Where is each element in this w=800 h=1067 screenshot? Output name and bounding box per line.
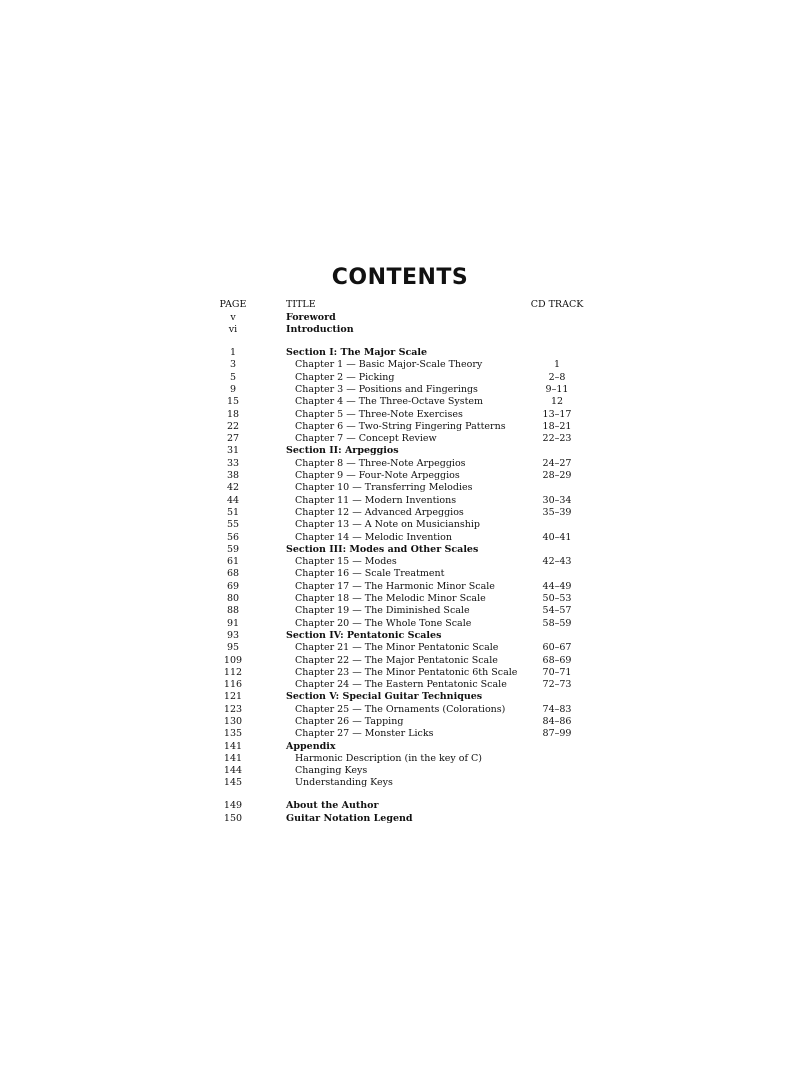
toc-page-number: 22 xyxy=(226,420,240,432)
toc-cd-track: 1 xyxy=(553,359,561,371)
toc-entry-title: Chapter 4 — The Three-Octave System xyxy=(295,396,484,408)
toc-entry-row xyxy=(200,433,620,445)
toc-cd-track: 54–57 xyxy=(542,605,572,617)
toc-cd-track: 74–83 xyxy=(542,703,572,715)
toc-cd-track: 42–43 xyxy=(542,556,572,568)
toc-section-row xyxy=(200,741,620,753)
toc-page-number: v xyxy=(230,312,236,323)
toc-cd-track: 2–8 xyxy=(548,371,566,383)
toc-entry-title: Chapter 8 — Three-Note Arpeggios xyxy=(295,457,466,469)
toc-section-row xyxy=(200,347,620,359)
toc-entry-title: Chapter 1 — Basic Major-Scale Theory xyxy=(295,359,483,371)
toc-entry-title: Chapter 13 — A Note on Musicianship xyxy=(295,519,481,531)
toc-page-number: 69 xyxy=(226,580,240,592)
toc-page-number: 141 xyxy=(223,752,243,764)
toc-page-number: 3 xyxy=(229,359,237,371)
toc-entry-row xyxy=(200,458,620,470)
toc-page-number: 15 xyxy=(226,396,240,408)
toc-section-title: Section IV: Pentatonic Scales xyxy=(286,629,442,641)
toc-page-number: 80 xyxy=(226,593,240,605)
toc-entry-row xyxy=(200,581,620,593)
toc-entry-title: Chapter 2 — Picking xyxy=(295,371,395,383)
toc-entry-title: Changing Keys xyxy=(295,765,368,777)
toc-entry-row xyxy=(200,618,620,630)
toc-section-title: Appendix xyxy=(286,740,336,752)
toc-page-number: 18 xyxy=(226,408,240,420)
toc-section-title: Section I: The Major Scale xyxy=(286,347,428,359)
toc-page-number: 38 xyxy=(226,470,240,482)
toc-entry-title: Chapter 22 — The Major Pentatonic Scale xyxy=(295,654,498,666)
toc-entry-row xyxy=(200,667,620,679)
toc-entry-title: Chapter 6 — Two-String Fingering Patterns xyxy=(295,420,506,432)
toc-page-number: 123 xyxy=(223,703,243,715)
toc-page-number: 5 xyxy=(229,371,237,383)
toc-page-number: 55 xyxy=(226,519,240,531)
toc-entry-row xyxy=(200,507,620,519)
toc-entry-row xyxy=(200,777,620,789)
toc-entry-title: Chapter 20 — The Whole Tone Scale xyxy=(295,617,472,629)
toc-entry-title: Chapter 12 — Advanced Arpeggios xyxy=(295,506,464,518)
toc-entry-row xyxy=(200,396,620,408)
toc-entry-title: Chapter 25 — The Ornaments (Colorations) xyxy=(295,703,506,715)
toc-cd-track: 22–23 xyxy=(542,433,572,445)
toc-cd-track: 50–53 xyxy=(542,593,572,605)
page-title: CONTENTS xyxy=(331,265,469,290)
toc-page-number: 121 xyxy=(223,691,243,703)
toc-section-row xyxy=(200,800,620,812)
toc-entry-title: Chapter 9 — Four-Note Arpeggios xyxy=(295,470,460,482)
toc-page-number: 141 xyxy=(223,740,243,752)
toc-entry-title: Chapter 26 — Tapping xyxy=(295,716,404,727)
toc-entry-row xyxy=(200,704,620,716)
toc-page-number: 56 xyxy=(226,531,240,543)
toc-page-number: 144 xyxy=(223,765,243,777)
toc-section-title: Foreword xyxy=(286,312,336,323)
toc-entry-row xyxy=(200,372,620,384)
toc-entry-title: Chapter 21 — The Minor Pentatonic Scale xyxy=(295,642,499,654)
toc-entry-title: Chapter 15 — Modes xyxy=(295,556,397,568)
toc-section-title: Introduction xyxy=(286,324,354,336)
toc-entry-row xyxy=(200,765,620,777)
toc-page-number: 31 xyxy=(226,445,240,457)
toc-section-row xyxy=(200,445,620,457)
toc-entry-title: Chapter 17 — The Harmonic Minor Scale xyxy=(295,580,495,592)
toc-section-row xyxy=(200,630,620,642)
toc-cd-track: 28–29 xyxy=(542,470,572,482)
toc-page-number: 59 xyxy=(226,543,240,555)
toc-entry-title: Chapter 7 — Concept Review xyxy=(295,433,437,445)
toc-entry-row xyxy=(200,482,620,494)
toc-page-number: 61 xyxy=(226,556,240,568)
toc-page-number: 150 xyxy=(223,812,243,824)
toc-section-row xyxy=(200,691,620,703)
toc-entry-title: Chapter 18 — The Melodic Minor Scale xyxy=(295,593,486,605)
toc-page-number: 135 xyxy=(223,728,243,740)
toc-cd-track: 30–34 xyxy=(542,494,572,506)
toc-cd-track: 35–39 xyxy=(542,506,572,518)
toc-page-number: 149 xyxy=(223,800,243,812)
toc-entry-title: Chapter 24 — The Eastern Pentatonic Scale xyxy=(295,679,507,691)
toc-page-number: 93 xyxy=(226,629,240,641)
title-column-header: TITLE xyxy=(286,299,316,310)
toc-section-row xyxy=(200,813,620,825)
toc-cd-track: 12 xyxy=(550,396,564,408)
toc-entry-row xyxy=(200,605,620,617)
toc-entry-row xyxy=(200,519,620,531)
toc-header-row xyxy=(200,299,620,312)
toc-entry-row xyxy=(200,716,620,728)
toc-entry-row xyxy=(200,532,620,544)
toc-page-number: 130 xyxy=(223,716,243,727)
toc-cd-track: 24–27 xyxy=(542,457,572,469)
toc-section-row xyxy=(200,312,620,324)
toc-entry-title: Understanding Keys xyxy=(295,777,393,789)
toc-page-number: 44 xyxy=(226,494,240,506)
toc-section-title: Section V: Special Guitar Techniques xyxy=(286,691,483,703)
toc-page-number: 91 xyxy=(226,617,240,629)
toc-page-number: 68 xyxy=(226,568,240,580)
toc-cd-track: 70–71 xyxy=(542,666,572,678)
toc-page-number: 112 xyxy=(223,666,243,678)
toc-entry-title: Harmonic Description (in the key of C) xyxy=(295,752,482,764)
toc-page-number: 95 xyxy=(226,642,240,654)
toc-entry-row xyxy=(200,655,620,667)
toc-section-title: Section II: Arpeggios xyxy=(286,445,399,457)
toc-page-number: 51 xyxy=(226,506,240,518)
toc-entry-title: Chapter 16 — Scale Treatment xyxy=(295,568,445,580)
toc-entry-title: Chapter 3 — Positions and Fingerings xyxy=(295,383,478,395)
toc-section-row xyxy=(200,544,620,556)
toc-section-title: About the Author xyxy=(286,800,379,812)
track-column-header: CD TRACK xyxy=(530,299,584,310)
toc-entry-row xyxy=(200,421,620,433)
toc-section-row xyxy=(200,324,620,336)
table-of-contents xyxy=(200,299,620,825)
toc-page-number: 1 xyxy=(229,347,237,359)
toc-entry-title: Chapter 27 — Monster Licks xyxy=(295,728,434,740)
toc-entry-title: Chapter 11 — Modern Inventions xyxy=(295,494,457,506)
page-column-header: PAGE xyxy=(219,299,247,310)
toc-entry-title: Chapter 19 — The Diminished Scale xyxy=(295,605,470,617)
toc-section-title: Section III: Modes and Other Scales xyxy=(286,543,479,555)
toc-entry-row xyxy=(200,568,620,580)
toc-cd-track: 18–21 xyxy=(542,420,572,432)
toc-cd-track: 9–11 xyxy=(545,383,569,395)
toc-spacer xyxy=(200,790,620,801)
toc-entry-row xyxy=(200,679,620,691)
toc-cd-track: 72–73 xyxy=(542,679,572,691)
toc-cd-track: 68–69 xyxy=(542,654,572,666)
toc-page-number: 33 xyxy=(226,457,240,469)
toc-cd-track: 44–49 xyxy=(542,580,572,592)
toc-cd-track: 13–17 xyxy=(542,408,572,420)
toc-page-number: 27 xyxy=(226,433,240,445)
toc-entry-title: Chapter 5 — Three-Note Exercises xyxy=(295,408,463,420)
toc-entry-row xyxy=(200,593,620,605)
toc-page-number: 116 xyxy=(223,679,243,691)
toc-entry-row xyxy=(200,753,620,765)
toc-entry-row xyxy=(200,556,620,568)
toc-entry-row xyxy=(200,728,620,740)
toc-section-title: Guitar Notation Legend xyxy=(286,812,413,824)
toc-entry-title: Chapter 10 — Transferring Melodies xyxy=(295,482,473,494)
toc-cd-track: 58–59 xyxy=(542,617,572,629)
toc-cd-track: 87–99 xyxy=(542,728,572,740)
toc-entry-title: Chapter 23 — The Minor Pentatonic 6th Scale xyxy=(295,666,518,678)
toc-entry-row xyxy=(200,642,620,654)
toc-entry-row xyxy=(200,359,620,371)
toc-cd-track: 60–67 xyxy=(542,642,572,654)
toc-page-number: 145 xyxy=(223,777,243,789)
toc-cd-track: 40–41 xyxy=(542,531,572,543)
toc-entry-row xyxy=(200,495,620,507)
toc-entry-row xyxy=(200,409,620,421)
toc-spacer xyxy=(200,337,620,348)
toc-page-number: 42 xyxy=(226,482,240,494)
toc-cd-track: 84–86 xyxy=(542,716,572,727)
toc-entry-title: Chapter 14 — Melodic Invention xyxy=(295,531,453,543)
toc-page-number: 109 xyxy=(223,654,243,666)
toc-page-number: 88 xyxy=(226,605,240,617)
toc-page-number: vi xyxy=(228,324,238,336)
toc-entry-row xyxy=(200,384,620,396)
toc-page-number: 9 xyxy=(229,383,237,395)
toc-entry-row xyxy=(200,470,620,482)
